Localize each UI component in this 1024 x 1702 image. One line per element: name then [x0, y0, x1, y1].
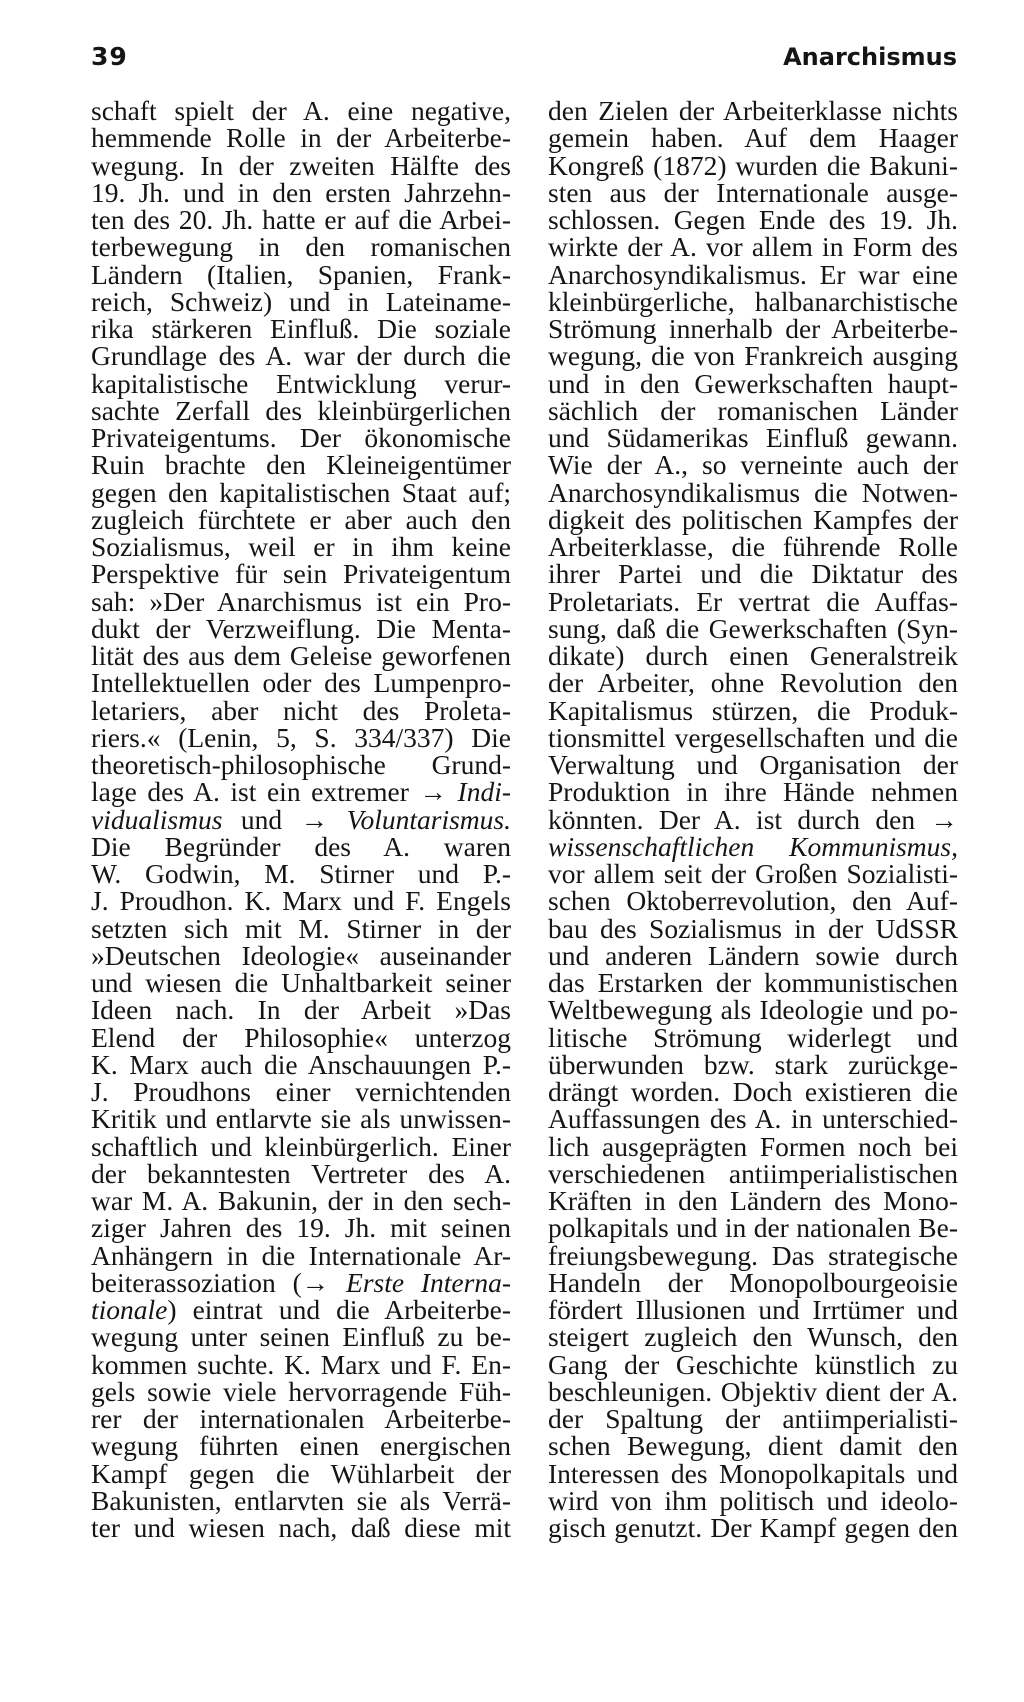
text-line [548, 1266, 958, 1298]
text-segment: letariers, aber nicht des Proleta- [91, 694, 511, 726]
text-segment: schen Bewegung, dient damit den [548, 1430, 958, 1462]
text-segment: lität des aus dem Geleise geworfenen [91, 640, 511, 671]
text-line [548, 449, 958, 481]
text-line [548, 803, 958, 835]
text-line [91, 97, 511, 124]
text-segment: Kampf gegen die Wühlarbeit der [91, 1457, 511, 1489]
text-segment: Proletariats. Er vertrat die Auffas- [548, 585, 958, 617]
text-segment: »Deutschen Ideologie« auseinander [91, 939, 511, 971]
text-line [548, 1296, 958, 1323]
text-segment: Kräften in den Ländern des Mono- [548, 1185, 958, 1216]
text-line [91, 939, 511, 971]
text-line [548, 476, 958, 508]
text-segment: Grundlage des A. war der durch die [91, 340, 511, 372]
text-segment: rika stärkeren Einfluß. Die soziale [91, 313, 511, 344]
text-line [548, 97, 958, 124]
text-segment: sung, daß die Gewerkschaften (Syn- [548, 612, 958, 644]
text-line [548, 694, 958, 726]
text-line [91, 1130, 511, 1162]
text-segment: kleinbürgerliche, halbanarchistische [548, 285, 958, 317]
italic-text-segment: → Indi- [419, 776, 511, 808]
text-segment: schlossen. Gegen Ende des 19. Jh. [548, 204, 958, 235]
text-segment: theoretisch-philosophische Grund- [91, 749, 511, 780]
text-line [548, 424, 958, 451]
text-line [548, 776, 958, 808]
text-line [548, 394, 958, 426]
text-line [548, 1514, 958, 1541]
text-line [548, 912, 958, 944]
text-line [91, 340, 511, 372]
running-head: Anarchismus [783, 43, 957, 71]
text-line [548, 503, 958, 535]
text-segment: das Erstarken der kommunistischen [548, 967, 958, 998]
italic-text-segment: → Erste Interna- [301, 1266, 511, 1298]
text-segment: zugleich fürchtete er aber auch den [91, 503, 511, 535]
text-line [548, 1321, 958, 1353]
text-segment: ter und wiesen nach, daß diese mit [91, 1512, 511, 1543]
text-line [91, 1348, 511, 1380]
text-line [91, 558, 511, 590]
text-line [91, 1103, 511, 1135]
text-line [548, 149, 958, 181]
text-line [91, 533, 511, 560]
text-line [91, 176, 511, 208]
text-segment: Ideen nach. In der Arbeit »Das [91, 994, 511, 1026]
text-column-left [91, 97, 511, 1541]
text-segment: J. Proudhons einer vernichtenden [91, 1076, 511, 1107]
text-segment: und wiesen die Unhaltbarkeit seiner [91, 967, 511, 998]
text-line [91, 751, 511, 778]
text-line [91, 1239, 511, 1271]
text-segment: 19. Jh. und in den ersten Jahrzehn- [91, 176, 511, 208]
text-line [91, 315, 511, 342]
text-segment: ten des 20. Jh. hatte er auf die Arbei- [91, 204, 511, 235]
text-segment: Produktion in ihre Hände nehmen [548, 776, 958, 808]
text-segment: Intellektuellen oder des Lumpenpro- [91, 667, 511, 699]
text-line [548, 1348, 958, 1380]
text-segment: könnten. Der A. ist durch den [548, 803, 931, 835]
text-line [548, 1375, 958, 1407]
text-line [91, 830, 511, 862]
text-segment: Ruin brachte den Kleineigentümer [91, 449, 511, 481]
text-column-right [548, 97, 958, 1541]
text-line [91, 122, 511, 154]
text-segment: Elend der Philosophie« unterzog [91, 1021, 511, 1053]
text-segment: Interessen des Monopolkapitals und [548, 1457, 958, 1489]
italic-text-segment: vidualismus [91, 803, 223, 835]
text-line [91, 1321, 511, 1353]
text-line [91, 994, 511, 1026]
text-segment: lage des A. ist ein extremer [91, 776, 420, 808]
text-segment: Kapitalismus stürzen, die Produk- [548, 694, 958, 726]
text-segment: bau des Sozialismus in der UdSSR [548, 912, 958, 944]
text-line [91, 912, 511, 944]
text-segment: war M. A. Bakunin, der in den sech- [91, 1185, 511, 1216]
text-segment: ihrer Partei und die Diktatur des [548, 558, 958, 590]
text-line [548, 1078, 958, 1105]
text-segment: Verwaltung und Organisation der [548, 749, 958, 780]
text-segment: gemein haben. Auf dem Haager [548, 122, 958, 154]
text-line [91, 1021, 511, 1053]
text-line [548, 558, 958, 590]
text-line [91, 803, 511, 835]
text-line [548, 860, 958, 887]
italic-text-segment: tionale [91, 1294, 168, 1325]
text-line [91, 860, 511, 887]
text-line [548, 1457, 958, 1489]
text-line [91, 1296, 511, 1323]
text-segment: drängt worden. Doch existieren die [548, 1076, 958, 1107]
text-line [91, 1266, 511, 1298]
text-segment: ziger Jahren des 19. Jh. mit seinen [91, 1212, 511, 1244]
text-line [91, 642, 511, 669]
text-segment: sah: »Der Anarchismus ist ein Pro- [91, 585, 511, 617]
text-line [548, 667, 958, 699]
text-line [548, 1021, 958, 1053]
text-line [548, 612, 958, 644]
text-line [91, 1484, 511, 1516]
text-line [548, 969, 958, 996]
text-segment: wegung führten einen energischen [91, 1430, 511, 1462]
text-line [548, 1130, 958, 1162]
text-segment: Anhängern in die Internationale Ar- [91, 1239, 511, 1271]
text-segment: reich, Schweiz) und in Lateiname- [91, 285, 511, 317]
text-segment: kapitalistische Entwicklung verur- [91, 367, 511, 399]
text-segment: gels sowie viele hervorragende Füh- [91, 1375, 511, 1407]
text-segment: und in den Gewerkschaften haupt- [548, 367, 958, 399]
text-line [91, 585, 511, 617]
text-segment: beiterassoziation ( [91, 1266, 302, 1298]
text-segment: wegung unter seinen Einfluß zu be- [91, 1321, 511, 1353]
text-segment: Bakunisten, entlarvten sie als Verrä- [91, 1484, 511, 1516]
text-segment: terbewegung in den romanischen [91, 231, 511, 263]
text-line [91, 258, 511, 290]
text-line [548, 533, 958, 560]
text-line [91, 367, 511, 399]
text-line [548, 122, 958, 154]
text-line [91, 1457, 511, 1489]
text-segment: Privateigentums. Der ökonomische [91, 422, 511, 453]
text-line [91, 1212, 511, 1244]
text-line [548, 1484, 958, 1516]
text-segment: und [222, 803, 301, 835]
text-segment: sachte Zerfall des kleinbürgerlichen [91, 394, 511, 426]
text-segment: Wie der A., so verneinte auch der [548, 449, 958, 481]
text-segment: hemmende Rolle in der Arbeiterbe- [91, 122, 511, 154]
text-line [548, 1048, 958, 1080]
text-line [91, 449, 511, 481]
text-segment: polkapitals und in der nationalen Be- [548, 1212, 958, 1244]
text-line [91, 424, 511, 451]
text-segment: Kongreß (1872) wurden die Bakuni- [548, 149, 958, 181]
text-segment: digkeit des politischen Kampfes der [548, 503, 958, 535]
text-segment: freiungsbewegung. Das strategische [548, 1239, 958, 1271]
text-line [548, 1239, 958, 1271]
text-line [548, 367, 958, 399]
text-segment: Arbeiterklasse, die führende Rolle [548, 531, 958, 562]
text-line [91, 885, 511, 917]
text-segment: setzten sich mit M. Stirner in der [91, 912, 511, 944]
text-line [91, 149, 511, 181]
text-segment: K. Marx auch die Anschauungen P.- [91, 1048, 511, 1080]
italic-text-segment: → Voluntarismus. [300, 803, 511, 835]
text-segment: gegen den kapitalistischen Staat auf; [91, 476, 511, 508]
text-line [548, 258, 958, 290]
text-line [91, 694, 511, 726]
text-line [91, 503, 511, 535]
text-segment: Handeln der Monopolbourgeoisie [548, 1266, 958, 1298]
text-line [548, 642, 958, 669]
text-segment: Weltbewegung als Ideologie und po- [548, 994, 958, 1026]
italic-text-segment: → [930, 803, 958, 835]
text-line [548, 1212, 958, 1244]
italic-text-segment: wissenschaftlichen Kommunismus, [548, 830, 958, 862]
text-line [548, 751, 958, 778]
text-line [91, 206, 511, 233]
text-segment: wegung. In der zweiten Hälfte des [91, 149, 511, 181]
text-line [548, 994, 958, 1026]
text-line [91, 1514, 511, 1541]
text-line [548, 939, 958, 971]
text-segment: Perspektive für sein Privateigentum [91, 558, 511, 590]
text-segment: J. Proudhon. K. Marx und F. Engels [91, 885, 511, 917]
text-segment: wird von ihm politisch und ideolo- [548, 1484, 958, 1516]
text-segment: W. Godwin, M. Stirner und P.- [91, 858, 511, 889]
text-segment: den Zielen der Arbeiterklasse nichts [548, 95, 958, 126]
text-line [91, 1157, 511, 1189]
text-segment: Auffassungen des A. in unterschied- [548, 1103, 958, 1135]
text-segment: schaftlich und kleinbürgerlich. Einer [91, 1130, 511, 1162]
text-segment: Anarchosyndikalismus die Notwen- [548, 476, 958, 508]
text-segment: steigert zugleich den Wunsch, den [548, 1321, 958, 1353]
text-segment: sächlich der romanischen Länder [548, 394, 958, 426]
text-segment: dukt der Verzweiflung. Die Menta- [91, 612, 511, 644]
text-line [548, 585, 958, 617]
text-segment: Gang der Geschichte künstlich zu [548, 1348, 958, 1380]
text-line [548, 721, 958, 753]
text-line [91, 1187, 511, 1214]
text-line [91, 394, 511, 426]
text-segment: kommen suchte. K. Marx und F. En- [91, 1348, 511, 1380]
text-line [548, 206, 958, 233]
text-line [548, 1157, 958, 1189]
text-segment: lich ausgeprägten Formen noch bei [548, 1130, 958, 1162]
text-line [91, 1078, 511, 1105]
text-segment: der Spaltung der antiimperialisti- [548, 1403, 958, 1434]
text-segment: der bekanntesten Vertreter des A. [91, 1157, 511, 1189]
text-line [548, 1405, 958, 1432]
text-segment: fördert Illusionen und Irrtümer und [548, 1294, 958, 1325]
text-line [91, 969, 511, 996]
text-line [91, 776, 511, 808]
text-segment: sten aus der Internationale ausge- [548, 176, 958, 208]
text-segment: ) eintrat und die Arbeiterbe- [167, 1294, 511, 1325]
text-segment: der Arbeiter, ohne Revolution den [548, 667, 958, 699]
text-line [91, 1048, 511, 1080]
text-line [91, 1405, 511, 1432]
text-line [91, 1375, 511, 1407]
text-line [548, 285, 958, 317]
text-line [548, 315, 958, 342]
text-segment: gisch genutzt. Der Kampf gegen den [548, 1512, 958, 1543]
text-segment: überwunden bzw. stark zurückge- [548, 1048, 958, 1080]
text-segment: Die Begründer des A. waren [91, 830, 511, 862]
text-line [91, 231, 511, 263]
text-line [548, 176, 958, 208]
text-segment: Anarchosyndikalismus. Er war eine [548, 258, 958, 290]
text-line [91, 476, 511, 508]
text-segment: schaft spielt der A. eine negative, [91, 95, 511, 126]
text-line [548, 231, 958, 263]
text-segment: verschiedenen antiimperialistischen [548, 1157, 958, 1189]
text-segment: riers.« (Lenin, 5, S. 334/337) Die [91, 721, 511, 753]
text-segment: schen Oktoberrevolution, den Auf- [548, 885, 958, 917]
text-line [91, 667, 511, 699]
page-number: 39 [91, 42, 128, 71]
text-line [548, 830, 958, 862]
text-segment: Sozialismus, weil er in ihm keine [91, 531, 511, 562]
text-segment: Kritik und entlarvte sie als unwissen- [91, 1103, 511, 1135]
text-line [548, 1103, 958, 1135]
text-segment: rer der internationalen Arbeiterbe- [91, 1403, 511, 1434]
text-segment: und Südamerikas Einfluß gewann. [548, 422, 958, 453]
text-line [91, 285, 511, 317]
text-line [91, 721, 511, 753]
text-segment: und anderen Ländern sowie durch [548, 939, 958, 971]
text-line [548, 1187, 958, 1214]
text-segment: wirkte der A. vor allem in Form des [548, 231, 958, 263]
text-segment: beschleunigen. Objektiv dient der A. [548, 1375, 958, 1407]
text-segment: Ländern (Italien, Spanien, Frank- [91, 258, 511, 290]
text-line [548, 340, 958, 372]
text-line [548, 885, 958, 917]
text-segment: dikate) durch einen Generalstreik [548, 640, 958, 671]
text-segment: wegung, die von Frankreich ausging [548, 340, 958, 372]
text-line [91, 612, 511, 644]
text-segment: vor allem seit der Großen Sozialisti- [548, 858, 958, 889]
text-segment: litische Strömung widerlegt und [548, 1021, 958, 1053]
text-line [91, 1430, 511, 1462]
text-line [548, 1430, 958, 1462]
text-segment: tionsmittel vergesellschaften und die [548, 721, 958, 753]
text-segment: Strömung innerhalb der Arbeiterbe- [548, 313, 958, 344]
